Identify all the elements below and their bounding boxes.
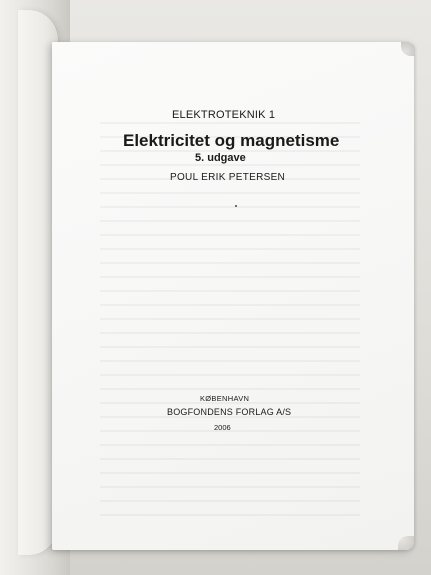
top-corner-curl: [401, 42, 415, 56]
edition-label: 5. udgave: [195, 152, 246, 164]
author-name: POUL ERIK PETERSEN: [170, 172, 286, 183]
book-title: Elektricitet og magnetisme: [123, 131, 340, 150]
title-page: [52, 42, 414, 550]
publisher-name: BOGFONDENS FORLAG A/S: [167, 407, 292, 417]
bottom-corner-curl: [398, 536, 414, 550]
publication-year: 2006: [214, 423, 231, 432]
series-label: ELEKTROTEKNIK 1: [172, 109, 276, 121]
ink-speck: [235, 205, 237, 207]
publisher-city: KØBENHAVN: [200, 394, 250, 403]
